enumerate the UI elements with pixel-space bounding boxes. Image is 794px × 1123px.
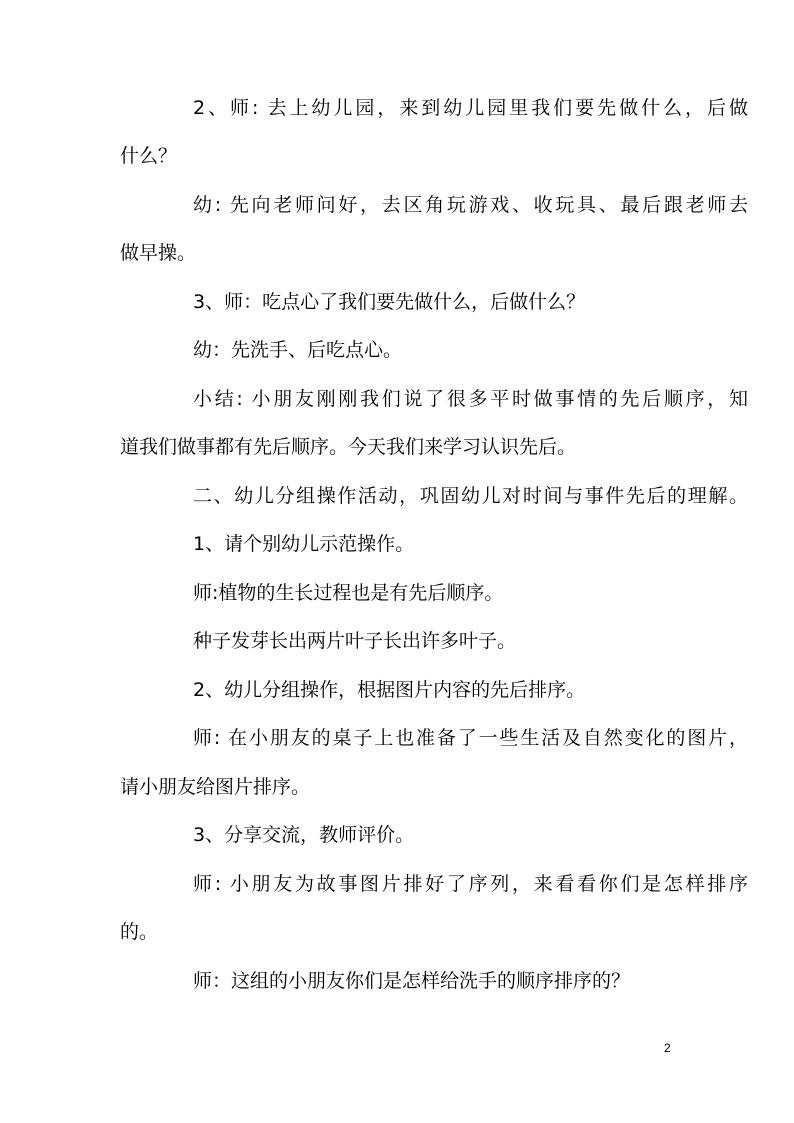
paragraph-1-line-1: 2、师: 去上幼儿园，来到幼儿园里我们要先做什么，后做	[193, 97, 748, 119]
paragraph-11-line-1: 师: 在小朋友的桌子上也准备了一些生活及自然变化的图片，	[193, 727, 748, 749]
paragraph-12: 3、分享交流，教师评价。	[193, 824, 415, 846]
paragraph-10: 2、幼儿分组操作，根据图片内容的先后排序。	[193, 679, 586, 701]
paragraph-9: 种子发芽长出两片叶子长出许多叶子。	[193, 630, 517, 652]
paragraph-2-line-2: 做早操。	[120, 242, 197, 264]
paragraph-5-line-2: 道我们做事都有先后顺序。今天我们来学习认识先后。	[120, 436, 577, 458]
paragraph-8: 师:植物的生长过程也是有先后顺序。	[193, 582, 504, 604]
paragraph-3: 3、师：吃点心了我们要先做什么，后做什么？	[193, 291, 586, 313]
paragraph-13-line-2: 的。	[120, 921, 159, 943]
paragraph-2-line-1: 幼: 先向老师问好，去区角玩游戏、收玩具、最后跟老师去	[193, 194, 748, 216]
paragraph-13-line-1: 师: 小朋友为故事图片排好了序列，来看看你们是怎样排序	[193, 873, 748, 895]
paragraph-7: 1、请个别幼儿示范操作。	[193, 533, 415, 555]
page-number: 2	[664, 1041, 671, 1055]
paragraph-11-line-2: 请小朋友给图片排序。	[120, 776, 311, 798]
paragraph-5-line-1: 小结: 小朋友刚刚我们说了很多平时做事情的先后顺序，知	[193, 388, 748, 410]
paragraph-6: 二、幼儿分组操作活动，巩固幼儿对时间与事件先后的理解。	[193, 485, 748, 507]
paragraph-14: 师：这组的小朋友你们是怎样给洗手的顺序排序的？	[193, 970, 631, 992]
paragraph-4: 幼：先洗手、后吃点心。	[193, 339, 403, 361]
paragraph-1-line-2: 什么？	[120, 145, 178, 167]
